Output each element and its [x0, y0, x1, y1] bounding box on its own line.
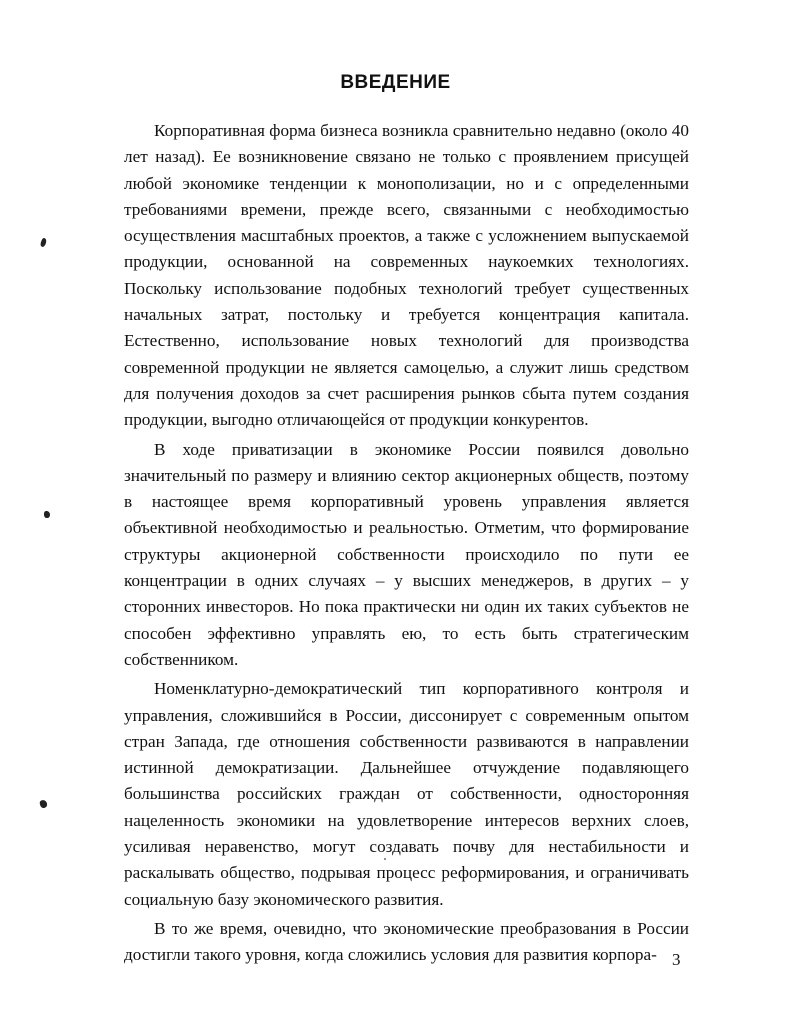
scan-speck — [39, 799, 48, 809]
paragraph-1: Корпоративная форма бизнеса возникла сравнительно недавно (около 40 лет назад). Ее возникновение связано не только с проявлением присущей любой экономике тенденции к монополизации, но и с определенными требованиями времени, прежде всего, связанными с необходимостью осуществления масштабных проектов, а также с усложнением выпускаемой продукции, основанной на современных наукоемких технологиях. Поскольку использование подобных технологий требует существенных начальных затрат, постольку и требуется концентрация капитала. Естественно, использование новых технологий для производства современной продукции не является самоцелью, а служит лишь средством для получения доходов за счет расширения рынков сбыта путем создания продукции, выгодно отличающейся от продукции конкурентов. — [124, 121, 689, 430]
scan-speck — [384, 858, 386, 860]
page-number: 3 — [672, 950, 681, 969]
body-text — [124, 118, 689, 969]
scan-speck — [44, 511, 50, 518]
scan-speck — [40, 237, 48, 247]
paragraph-2: В ходе приватизации в экономике России появился довольно значительный по размеру и влиянию сектор акционерных обществ, поэтому в настоящее время корпоративный уровень управления является объективной необходимостью и реальностью. Отметим, что формирование структуры акционерной собственности происходило по пути ее концентрации в одних случаях – у высших менеджеров, в других – у сторонних инвесторов. Но пока практически ни один их таких субъектов не способен эффективно управлять ею, то есть быть стратегическим собственником. — [124, 439, 689, 669]
paragraph-4: В то же время, очевидно, что экономические преобразования в России достигли такого уровня, когда сложились условия для развития корпора- — [124, 918, 689, 965]
page-title: ВВЕДЕНИЕ — [340, 72, 451, 93]
paragraph-3: Номенклатурно-демократический тип корпоративного контроля и управления, сложившийся в России, диссонирует с современным опытом стран Запада, где отношения собственности развиваются в направлении истинной демократизации. Дальнейшее отчуждение подавляющего большинства российских граждан от собственности, односторонняя нацеленность экономики на удовлетворение интересов верхних слоев, усиливая неравенство, могут создавать почву для нестабильности и раскалывать общество, подрывая процесс реформирования, и ограничивать социальную базу экономического развития. — [124, 679, 689, 909]
